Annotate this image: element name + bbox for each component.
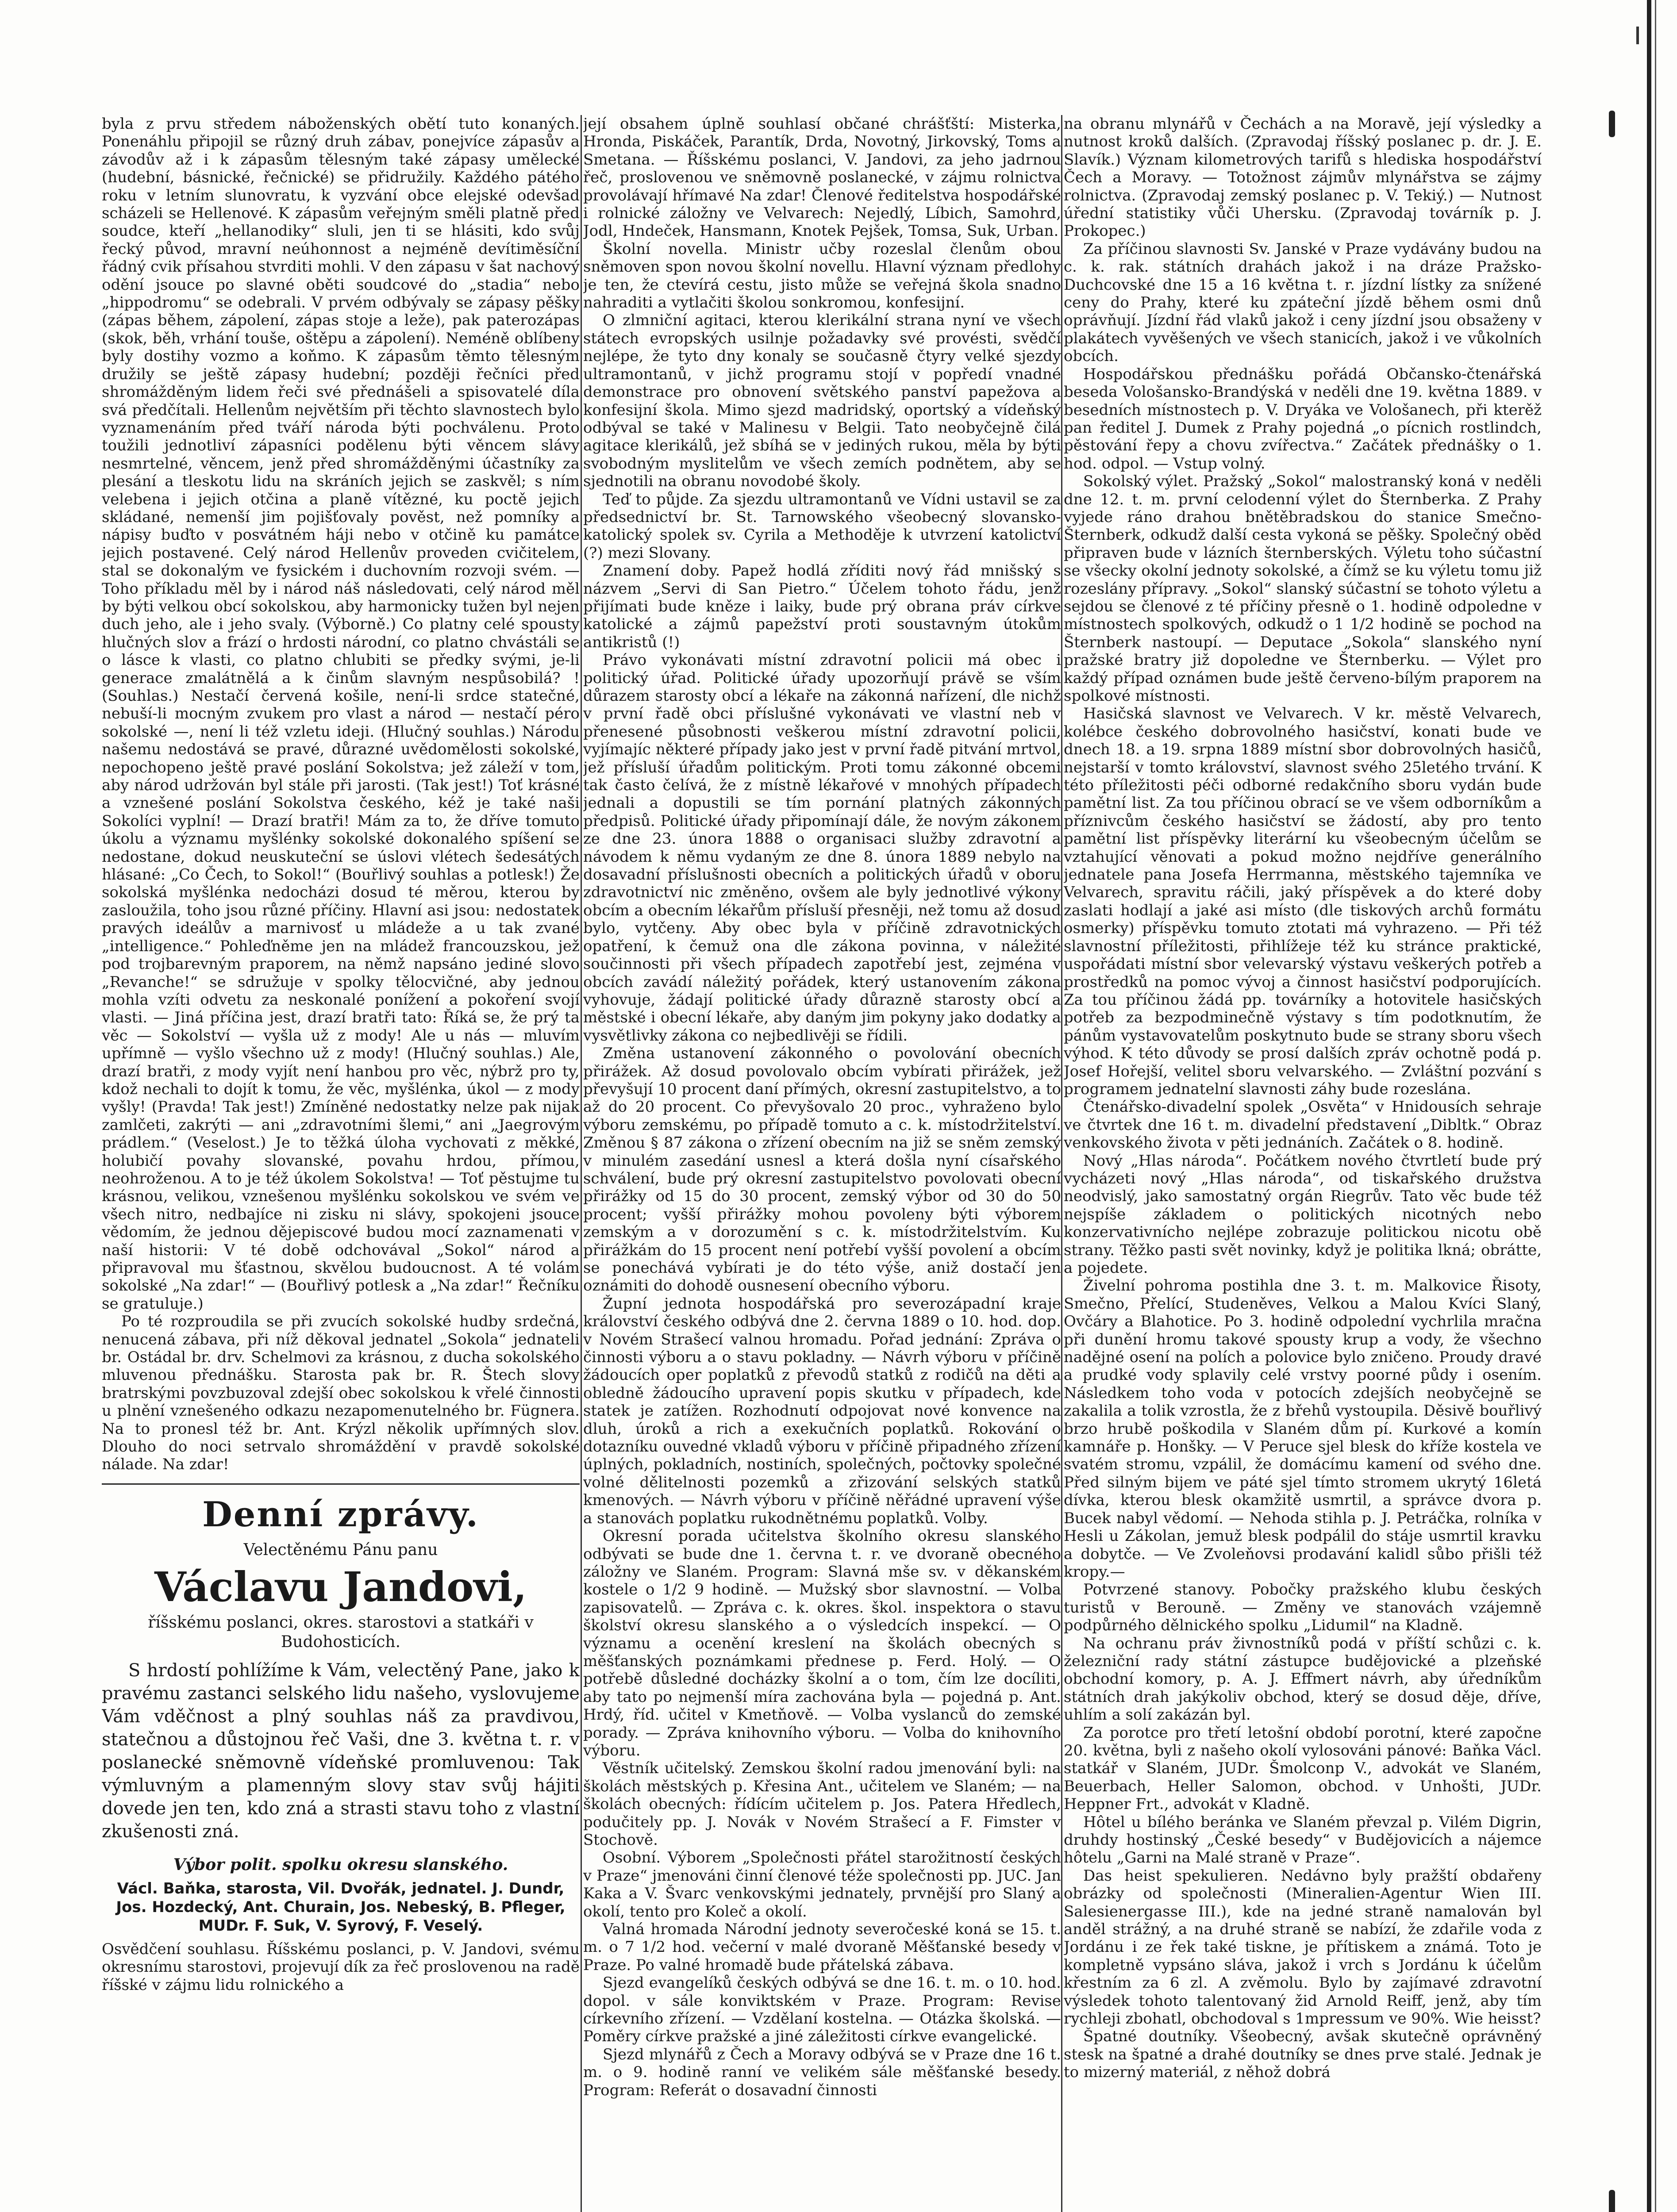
article-paragraph: byla z prvu středem náboženských obětí tuto konaných. Ponenáhlu připojil se různý druh zábav, ponejvíce zápasův a závodův až i k zápasům tělesným také zápasy umělecké (hudební, básnické, řečnické) se přidružily. Každého pátého roku v letním slunovratu, k vyzvání obce elejské odevšad scházeli se Hellenové. K zápasům veřejným směli platně před soudce, kteří „hellanodiky“ sluli, jen ti se hlásiti, kdo svůj řecký původ, mravní neúhonnost a nejméně devítiměsíční řádný cvik přísahou stvrditi mohli. V den zápasu v šat nachový odění jsouce po slavné oběti soudcové do „stadia“ nebo „hippodromu“ se odebrali. V prvém odbývaly se zápasy pěšky (zápas během, zápolení, zápas stoje a leže), pak paterozápas (skok, běh, vrhání touše, oštěpu a zápolení). Neméně oblíbeny byly dostihy vozmo a koňmo. K zápasům těmto tělesným družily se ještě zápasy hudební; později řečníci před shromážděným lidem řeči své přednášeli a spisovatelé díla svá předčítali. Hellenům největším při těchto slavnostech bylo vyznamenáním před tváří národa býti pochválenu. Proto toužili jednotliví zápasníci podělenu býti věncem slávy nesmrtelné, věncem, jenž před shromážděnými účastníky za plesání a tleskotu lidu na skráních jejich se zaskvěl; s ním velebena i jejich otčina a planě vítězné, ku poctě jejich skládané, nemenší jim pojišťovaly pověst, než pomníky a nápisy buďto v posvátném háji nebo v otčině ku památce jejich postavené. Celý národ Hellenův proveden cvičitelem, stal se dokonalým ve fysickém i duchovním rozvoji svém. — Toho příkladu měl by i národ náš následovati, celý národ měl by býti velkou obcí sokolskou, aby harmonicky tužen byl nejen duch jeho, ale i jeho svaly. (Výborně.) Co platny celé spousty hlučných slov a frází o hrdosti národní, co platno chvástáli se o lásce k vlasti, co platno chlubiti se předky svými, je-li generace zmalátnělá a k činům slavným nespůsobilá? ! (Souhlas.) Nestačí červená košile, není-li srdce statečné, nebuší-li mocným zvukem pro vlast a národ — nestačí péro sokolské —, není li též vzletu ideji. (Hlučný souhlas.) Národu našemu nedostává se pravé, důrazné uvědomělosti sokolské, nepochopeno ještě pravé poslání Sokolstva; jež záleží v tom, aby národ udržován byl stále při jarosti. (Tak jest!) Toť krásné a vznešené poslání Sokolstva českého, kéž je také naši Sokolíci vyplní! — Drazí bratři! Mám za to, že dříve tomuto úkolu a významu myšlénky sokolské dokonalého spíšení se nedostane, dokud neuskuteční se úslovi vlétech šedesátých hlásané: „Co Čech, to Sokol!“ (Bouřlivý souhlas a potlesk!) Že sokolská myšlénka nedocházi dosud té měrou, kterou by zasloužila, toho jsou různé příčiny. Hlavní asi jsou: nedostatek pravých ideálův a marnivosť u mládeže a u tak zvané „intelligence.“ Pohleďněme jen na mládež francouzskou, jež pod trojbarevným praporem, na němž napsáno jediné slovo „Revanche!“ se sdružuje v spolky tělocvičné, aby jednou mohla vzíti odvetu za neskonalé ponížení a pokoření svojí vlasti. — Jiná příčina jest, drazí bratři tato: Říká se, že prý ta věc — Sokolství — vyšla už z mody! Ale u nás — mluvím upřímně — vyšlo všechno už z mody! (Hlučný souhlas.) Ale, drazí bratři, z mody vyjít není hanbou pro věc, nýbrž pro ty, kdož nechali to dojít k tomu, že věc, myšlénka, úkol — z mody vyšly! (Pravda! Tak jest!) Zmíněné nedostatky nelze pak nijak zamlčeti, zakrýti — ani „zdravotními šlemi,“ ani „Jaegrovým prádlem.“ (Veselost.) Je to těžká úloha vychovati z měkké, holubičí povahy slovanské, povahu hrdou, přímou, neohroženou. A to je též úkolem Sokolstva! — Toť pěstujme tu krásnou, velikou, vznešenou myšlénku sokolskou ve svém ve všech nitro, nedbajíce ni zisku ni slávy, spokojeni jsouce vědomím, že jednou dějepiscové budou mocí zaznamenati v naší historii: V té době odchovával „Sokol“ národ a připravoval mu šťastnou, skvělou budoucnost. A té volám sokolské „Na zdar!“ — (Bouřlivý potlesk a „Na zdar!“ Řečníku se gratuluje.) [102,115,580,1313]
article-paragraph: Hôtel u bílého beránka ve Slaném převzal p. Vilém Digrin, druhdy hostinský „České besedy“ v Budějovicích a nájemce hôtelu „Garni na Malé straně v Praze“. [1064,1813,1542,1867]
article-paragraph: Školní novella. Ministr učby rozeslal členům obou sněmoven spon novou školní novellu. Hlavní význam předlohy je ten, že ctevírá cestu, jisto může se veřejná škola snadno nahraditi a vytlačiti školou sonkromou, konfesijní. [583,240,1061,312]
article-paragraph: Za porotce pro třetí letošní období porotní, které započne 20. května, byli z našeho okolí vylosováni pánové: Baňka Václ. statkář v Slaném, JUDr. Šmolconp V., advokát ve Slaném, Beuerbach, Heller Salomon, obchod. v Unhošti, JUDr. Heppner Frt., advokát v Kladně. [1064,1724,1542,1813]
address-letter: S hrdostí pohlížíme k Vám, velectěný Pane, jako k pravému zastanci selského lidu našeho, vyslovujeme Vám vděčnost a plný souhlas náš za pravdivou, statečnou a důstojnou řeč Vaši, dne 3. května t. r. v poslanecké sněmovně vídeňské promluvenou: Tak výmluvným a plamenným slovy stav svůj hájiti dovede jen ten, kdo zná a strasti stavu toho z vlastní zkušenosti zná. [102,1660,580,1842]
scan-edge [1647,0,1651,2212]
article-paragraph: Potvrzené stanovy. Pobočky pražského klubu českých turistů v Berouně. — Změny ve stanovách vzájemně podpůrného dělnického spolku „Lidumil“ na Kladně. [1064,1581,1542,1635]
scan-mark [1609,2190,1615,2212]
signers-heading: Výbor polit. spolku okresu slanského. [173,1855,508,1874]
centered-line: Velectěnému Pánu panu [243,1540,438,1559]
centered-line: říšskému poslanci, okres. starostovi a statkáři v Budohosticích. [148,1613,534,1651]
article-paragraph: Hospodářskou přednášku pořádá Občansko-čtenářská beseda Vološansko-Brandýská v neděli dne 19. května 1889. v besedních místnostech p. V. Dryáka ve Vološanech, při kterěž pan ředitel J. Dumek z Prahy pojedná „o pícnich rostlindch, pěstování řepy a chovu zvířectva.“ Začátek přednášky o 1. hod. odpol. — Vstup volný. [1064,365,1542,472]
article-paragraph: Osobní. Výborem „Společnosti přátel starožitností českých v Praze“ jmenováni činní členové téže společnosti pp. JUC. Jan Kaka a V. Švarc venkovskými jednately, prvnější pro Slaný a okolí, tento pro Koleč a okolí. [583,1849,1061,1920]
article-paragraph: Po té rozproudila se při zvucích sokolské hudby srdečná, nenucená zábava, při níž děkoval jednatel „Sokola“ jednateli br. Ostádal br. drv. Schelmovi za krásnou, z ducha sokolského mluvenou přednášku. Starosta pak br. R. Štech slovy bratrskými povzbuzoval zdejší obec sokolskou k vřelé činnosti u plnění vznešeného odkazu nezapomenutelného br. Fügnera. Na to pronesl též br. Ant. Krýzl několik upřímných slov. Dlouho do noci setrvalo shromáždění v pravdě sokolské nálade. Na zdar! [102,1313,580,1474]
article-paragraph: Za příčinou slavnosti Sv. Janské v Praze vydávány budou na c. k. rak. státních drahách jakož i na dráze Pražsko-Duchcovské dne 15 a 16 května t. r. jízdní lístky za snížené ceny do Prahy, které ku zpáteční jízdě během osmi dnů oprávňují. Jízdní řád vlaků jakož i ceny jízdní jsou obsaženy v plakátech vyvěšených ve všech stanicích, jakož i ve vůkolních obcích. [1064,240,1542,365]
article-paragraph: Právo vykonávati místní zdravotní policii má obec i politický úřad. Politické úřady upozorňují právě se vším důrazem starosty obcí a lékaře na zákonná nařízení, dle nichž v první řadě obci příslušné vykonávati ve vlastní neb v přenesené působnosti veškerou místní zdravotní policii, vyjímajíc některé případy jako jest v první řadě pitvání mrtvol, jež přísluší úřadům politickým. Proti tomu zákonné obcemi tak často čelívá, že z místně lékařové v mnohých případech jednali a dopustili se tím pornání platných zákonných předpisů. Politické úřady připomínají dále, že novým zákonem ze dne 23. února 1888 o organisaci služby zdravotní a návodem k němu vydaným ze dne 8. února 1889 nebylo na dosavadní příslušnosti obecních a politických úřadů v oboru zdravotnictví nic změněno, ovšem ale byly jednotlivé výkony obcím a obecním lékařům přísluší přesněji, než tomu až dosud bylo, vytčeny. Aby obec byla v příčině zdravotnických opatření, k čemuž ona dle zákona povinna, v náležité součinnosti při všech případech zapotřebí jest, zejména v obcích zavádí náležitý pořádek, který ustanovením zákona vyhovuje, žádají politické úřady důrazně starosty obcí a městské i obecní lékaře, aby daným jim pokyny jako dodatky a vysvětlivky zákona co nejbedlivěji se řídili. [583,651,1061,1045]
column-1 [102,115,580,2212]
article-paragraph: Věstník učitelský. Zemskou školní radou jmenování byli: na školách městských p. Křesina Ant., učitelem ve Slaném; — na školách obecných: řídícím učitelem p. Jos. Patera Hředlech, podučitely pp. J. Novák v Novém Strašecí a F. Fimster v Stochově. [583,1759,1061,1849]
section-divider [102,1483,580,1485]
article-paragraph: její obsahem úplně souhlasí občané chrášťští: Misterka, Hronda, Piskáček, Parantík, Drda, Novotný, Jirkovský, Toms a Smetana. — Říšskému poslanci, V. Jandovi, za jeho jadrnou řeč, proslovenou ve sněmovně poslanecké, v zájmu rolnictva provolávají hřímavé Na zdar! Členové ředitelstva hospodářské i rolnické záložny ve Velvarech: Nejedlý, Líbich, Samohrd, Jodl, Hndeček, Hansmann, Knotek Pejšek, Tomsa, Suk, Urban. [583,115,1061,240]
scan-mark [1609,111,1615,137]
section-title: Denní zprávy. [202,1494,479,1535]
scan-edge-line [1655,0,1656,2212]
column-rule [1061,115,1062,2212]
article-paragraph: Valná hromada Národní jednoty severočeské koná se 15. t. m. o 7 1/2 hod. večerní v malé dvoraně Měšťanské besedy v Praze. Po valné hromadě bude přátelská zábava. [583,1920,1061,1974]
article-paragraph: Sokolský výlet. Pražský „Sokol“ malostranský koná v neděli dne 12. t. m. první celodenní výlet do Šternberka. Z Prahy vyjede ráno drahou bnětěbradskou do stanice Smečno-Šternberk, odkudž další cesta vykoná se pěšky. Společný oběd připraven bude v lázních šternberských. Výletu toho súčastní se všecky okolní jednoty sokolské, a čímž se ku výletu tomu již rozeslány přípravy. „Sokol“ slanský súčastní se tohoto výletu a sejdou se členové z té příčiny přesně o 1. hodině odpoledne v místnostech spolkových, odkudž o 1 1/2 hodině se pochod na Šternberk nastoupí. — Deputace „Sokola“ slanského nyní pražské bratry již dopoledne ve Šternberku. — Výlet pro každý případ oznámen bude ještě červeno-bílým praporem na spolkové místnosti. [1064,472,1542,705]
article-paragraph: Teď to půjde. Za sjezdu ultramontanů ve Vídni ustavil se za předsednictví br. St. Tarnowského všeobecný slovansko-katolický spolek sv. Cyrila a Methoděje k utvrzení katolictví (?) mezi Slovany. [583,490,1061,562]
article-paragraph: Špatné doutníky. Všeobecný, avšak skutečně oprávněný stesk na špatné a drahé doutníky se dnes prve stalé. Jednak je to mizerný materiál, z něhož dobrá [1064,2028,1542,2081]
signers-list: Václ. Baňka, starosta, Vil. Dvořák, jednatel. J. Dundr, Jos. Hozdecký, Ant. Churain, Jos. Nebeský, B. Pfleger, MUDr. F. Suk, V. Syrový, F. Veselý. [116,1879,565,1935]
article-paragraph: Živelní pohroma postihla dne 3. t. m. Malkovice Řisoty, Smečno, Přelící, Studeněves, Velkou a Malou Kvíci Slaný, Ovčáry a Blahotice. Po 3. hodině odpolední vychrlila mračna při dunění hromu takové spousty krup a vody, že všechno nadějné osení na polích a polovice bylo zničeno. Proudy dravé a prudké vody splavily celé vrstvy poorné půdy i osením. Následkem toho voda v potocích zdejších neobyčejně se zakalila a tolik vzrostla, že z břehů vystoupila. Děsivě bouřlivý brzo hrubě poškodila v Slaném dům pí. Kurkové a komín kamnáře p. Honšky. — V Peruce sjel blesk do kříže kostela ve svatém stromu, vzpálil, že domácímu kamení od svého dne. Před silným bijem ve páté sjel tímto stromem ukrytý 16letá dívka, kterou blesk okamžitě usmrtil, a správce dvora p. Bucek nabyl vědomí. — Nehoda stihla p. J. Petráčka, rolníka v Hesli u Zákolan, jemuž blesk podpálil do stáje usmrtil kravku a dobytče. — Ve Zvoleňovsi prodavání kalidl sůbo přišli též kropy.— [1064,1277,1542,1581]
article-paragraph: Změna ustanovení zákonného o povolování obecních přirážek. Až dosud povolovalo obcím vybírati přirážek, jež převyšují 10 procent daní přímých, okresní zastupitelstvo, a to až do 20 procent. Co převyšovalo 20 proc., vyhraženo bylo výboru zemskému, po případě tomuto a c. k. místodržitelství. Změnou § 87 zákona o zřízení obecním na již se sněm zemský v minulém zasedání usnesl a která došla nyní císařského schválení, bude prý okresní zastupitelstvo povolovati obecní přirážky od 15 do 30 procent, zemský výbor od 30 do 50 procent; vyšší přirážky mohou povoleny býti výborem zemským a v dorozumění s c. k. místodržitelstvím. Ku přirážkám do 15 procent není potřebí vyšší povolení a obcím se ponechává vybírati je do této výše, aniž dostačí jen oznámiti do dohodě ousnesení obecního výboru. [583,1045,1061,1295]
article-paragraph: Znamení doby. Papež hodlá zříditi nový řád mnišský s názvem „Servi di San Pietro.“ Účelem tohoto řádu, jenž přijímati bude kněze i laiky, bude prý obrana práv církve katolické a zájmů papežství proti soustavným útokům antikristů (!) [583,562,1061,651]
article-paragraph: na obranu mlynářů v Čechách a na Moravě, její výsledky a nutnost kroků dalších. (Zpravodaj říšský poslanec p. dr. J. E. Slavík.) Význam kilometrových tarifů s hlediska hospodářství Čech a Moravy. — Totožnost zájmův mlynářstva se zájmy rolnictva. (Zpravodaj zemský poslanec p. V. Tekiý.) — Nutnost úřední statistiky vůči Uhersku. (Zpravodaj továrník p. J. Prokopec.) [1064,115,1542,240]
article-paragraph: Sjezd evangelíků českých odbývá se dne 16. t. m. o 10. hod. dopol. v sále konviktském v Praze. Program: Revise církevního zřízení. — Vzdělaní kostelna. — Otázka školská. — Poměry církve pražské a jiné záležitosti církve evangelické. [583,1974,1061,2046]
article-paragraph: Das heist spekulieren. Nedávno byly pražští obdařeny obrázky od společnosti (Mineralien-Agentur Wien III. Salesienergasse III.), kde na jedné straně namalován byl anděl strážný, a na druhé straně se nabízí, že zdařile voda z Jordánu i ze řek také tiskne, je přítiskem a známá. Toto je kompletně vypsáno sláva, jakož i vrch s Jordánu k účelům křestním za 6 zl. A zvěmolu. Bylo by zajímavé zdravotní výsledek tohoto talentovaný žid Arnold Reiff, jenž, aby tím rychleji zbohatl, obchodoval s 1mpressum ve 90%. Wie heisst? [1064,1866,1542,2028]
column-2 [583,115,1061,2212]
article-paragraph: Čtenářsko-divadelní spolek „Osvěta“ v Hnidousích sehraje ve čtvrtek dne 16 t. m. divadelní představení „Dibltk.“ Obraz venkovského života v pěti jednáních. Začátek o 8. hodině. [1064,1098,1542,1152]
article-paragraph: Sjezd mlynářů z Čech a Moravy odbývá se v Praze dne 16 t. m. o 9. hodině ranní ve velikém sále měšťanské besedy. Program: Referát o dosavadní činnosti [583,2045,1061,2099]
article-paragraph: Župní jednota hospodářská pro severozápadní kraje království českého odbývá dne 2. června 1889 o 10. hod. dop. v Novém Strašecí valnou hromadu. Pořad jednání: Zpráva o činnosti výboru a o stavu pokladny. — Návrh výboru v příčině žádoucích oper poplatků z převodů statků z rodičů na děti a obledně žádoucího upravení popis skutku v případech, kde statek je zatížen. Rozhodnutí odpojovat nové konvence na dluh, úroků a rich a exekučních poplatků. Rokování o dotazníku ouvedné vkladů výboru v příčině připadného zřízení úplných, pokladních, nostiních, společných, počtovky společné volné dělitelnosti pozemků a zřizování selských statků kmenových. — Návrh výboru v příčině něřádné upravení výše a stanovách poplatku rukodnětnému poplatků. Volby. [583,1294,1061,1527]
article-paragraph: O zlmniční agitaci, kterou klerikální strana nyní ve všech státech evropských usilnje požadavky své provésti, svědčí nejlépe, že tyto dny konaly se současně čtyry velké sjezdy ultramontanů, v jichž programu stojí v popředí vnadné demonstrace pro obnovení světského panství papežova a konfesijní škola. Mimo sjezd madridský, oportský a vídeňský odbýval se také v Malinesu v Belgii. Tato neobyčejně čilá agitace klerikálů, jež sbíhá se v jediných rukou, měla by býti svobodným myslitelům ve všech zemích podnětem, aby se sjednotili na obranu novodobé školy. [583,311,1061,491]
article-paragraph: Hasičská slavnost ve Velvarech. V kr. městě Velvarech, kolébce českého dobrovolného hasičství, konati bude ve dnech 18. a 19. srpna 1889 místní sbor dobrovolných hasičů, nejstarší v tomto království, slavnost svého 25letého trvání. K této příležitosti péči odborné redakčního sboru vydán bude pamětní list. Za tou příčinou obrací se ve všem odborníkům a příznivcům českého hasičství se žádostí, aby pro tento pamětní list příspěvky literární ku všeobecným účelům se vztahující věnovati a pokud možno nejdříve generálního jednatele pana Josefa Herrmanna, městského tajemníka ve Velvarech, spravitu ráčili, jaký příspěvek a do které doby zaslati hodlají a jaké asi místo (dle tiskových archů formátu osmerky) příspěvku tomuto ztotati má vyhrazeno. — Při též slavnostní příležitosti, přihlížeje též ku stránce praktické, uspořádati místní sbor velevarský výstavu veškerých potřeb a prostředků na pomoc vývoj a činnost hasičství podporujících. Za tou příčinou žádá pp. továrníky a hotovitele hasičských potřeb za bezpodminečně výstavy s tím podotknutím, že pánům vystavovatelům poskytnuto bude se strany sboru všech výhod. K této důvody se prosí dalších zpráv ochotně podá p. Josef Hořejší, velitel sboru velvarského. — Zvláštní pozvání s programem jednatelní slavnosti záhy bude rozeslána. [1064,705,1542,1098]
article-paragraph: Nový „Hlas národa“. Počátkem nového čtvrtletí bude prý vycházeti nový „Hlas národa“, od tiskařského družstva neodvislý, jako samostatný orgán Riegrův. Tato věc bude též nejspíše základem o politických nicotných nebo konzervativnícho nejlépe zobrazuje politickou nicotu obě strany. Těžko pasti svět novinky, když je politika lkná; obrátte, a pojedete. [1064,1152,1542,1277]
article-paragraph: Na ochranu práv živnostníků podá v příští schůzi c. k. železniční rady státní zástupce budějovické a plzeňské obchodní komory, p. A. J. Effmert návrh, aby úředníkům státních drah jakýkoliv obchod, který se dosud děje, dříve, uhlím a solí zakázán byl. [1064,1634,1542,1724]
article-paragraph: Okresní porada učitelstva školního okresu slanského odbývati se bude dne 1. června t. r. ve dvoraně obecného záložny ve Slaném. Program: Slavná mše sv. v děkanském kostele o 1/2 9 hodině. — Mužský sbor slavnostní. — Volba zapisovatelů. — Zpráva c. k. okres. škol. inspektora o stavu školství okresu slanského a o výsledcích inspekcí. — O významu a ocenění kreslení na školách obecných s měšťanských poznámkami přednese p. Ferd. Holý. — O potřebě důsledné docházky školní a o tom, čím lze docíliti, aby tato po nejmenší míra zachována byla — pojedná p. Ant. Hrdý, říd. učitel v Kmetňově. — Volba vyslanců do zemské porady. — Zpráva knihovního výboru. — Volba do knihovního výboru. [583,1527,1061,1759]
article-paragraph: Osvědčení souhlasu. Říšskému poslanci, p. V. Jandovi, svému okresnímu starostovi, projevují dík za řeč proslovenou na radě říšské v zájmu lidu rolnického a [102,1940,580,1994]
column-3 [1064,115,1542,2212]
column-rule [581,115,582,2212]
addressee-name: Václavu Jandovi, [154,1563,527,1611]
scan-tick [1636,27,1639,44]
